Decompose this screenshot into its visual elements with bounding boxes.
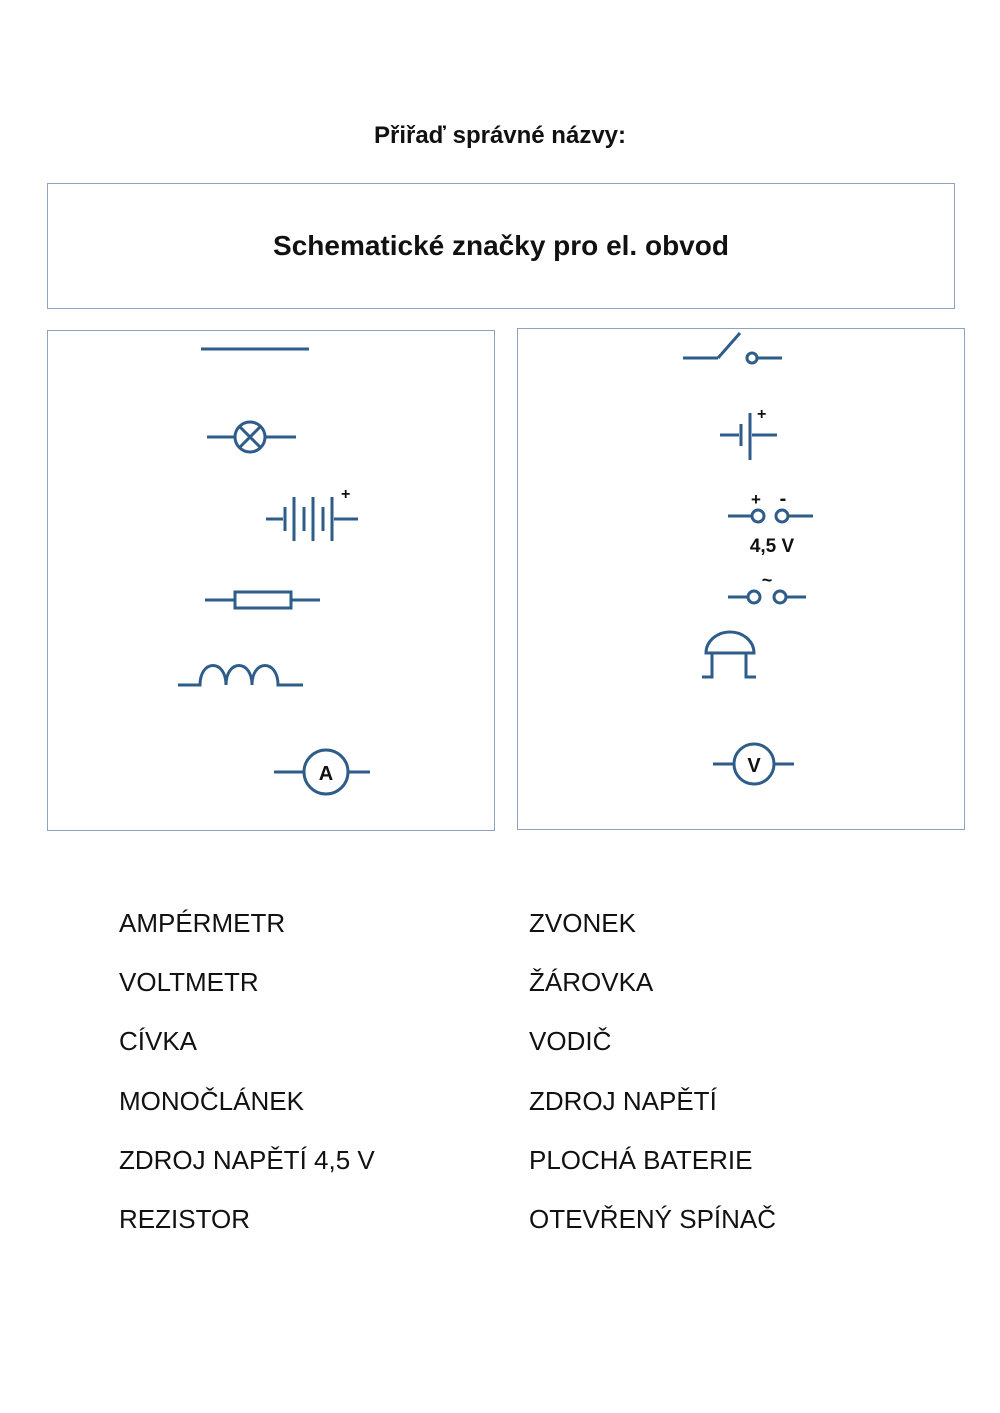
symbols-panel-left: [47, 330, 495, 831]
bulb-symbol: [207, 422, 296, 452]
word-item: VODIČ: [529, 1026, 612, 1057]
voltmeter-letter: V: [747, 755, 761, 777]
open-switch-symbol: [683, 333, 782, 363]
plus-sign: +: [757, 406, 767, 423]
word-list-right: [529, 903, 776, 1258]
word-item: MONOČLÁNEK: [119, 1085, 304, 1116]
tilde-sign: ~: [761, 570, 773, 590]
symbols-panel-right: [517, 328, 965, 830]
title-box: [47, 183, 955, 309]
bell-symbol: [702, 632, 756, 677]
word-item: OTEVŘENÝ SPÍNAČ: [529, 1203, 777, 1234]
minus-sign: -: [779, 488, 787, 510]
voltage-label: 4,5 V: [749, 536, 795, 557]
ammeter-symbol: [274, 750, 370, 794]
word-item: ZDROJ NAPĚTÍ 4,5 V: [119, 1144, 375, 1175]
plus-sign: +: [341, 486, 351, 503]
word-item: VOLTMETR: [119, 967, 259, 998]
worksheet-title: Schematické značky pro el. obvod: [273, 230, 729, 261]
word-item: PLOCHÁ BATERIE: [529, 1144, 753, 1175]
word-item: ZVONEK: [529, 908, 636, 938]
voltmeter-symbol: [713, 744, 794, 784]
cell-symbol: [720, 406, 777, 460]
flat-battery-symbol: [266, 486, 358, 541]
ac-source-symbol: [728, 570, 806, 603]
word-item: ŽÁROVKA: [529, 967, 654, 998]
word-item: ZDROJ NAPĚTÍ: [529, 1085, 717, 1116]
word-list-left: [119, 903, 375, 1258]
word-item: AMPÉRMETR: [119, 908, 286, 938]
coil-symbol: [178, 666, 303, 686]
word-item: REZISTOR: [119, 1203, 250, 1234]
dc-source-symbol: [728, 488, 813, 557]
ammeter-letter: A: [318, 763, 334, 785]
resistor-symbol: [205, 592, 320, 608]
word-item: CÍVKA: [119, 1026, 198, 1057]
plus-sign: +: [751, 490, 761, 509]
instruction-heading: Přiřaď správné názvy:: [373, 122, 627, 149]
